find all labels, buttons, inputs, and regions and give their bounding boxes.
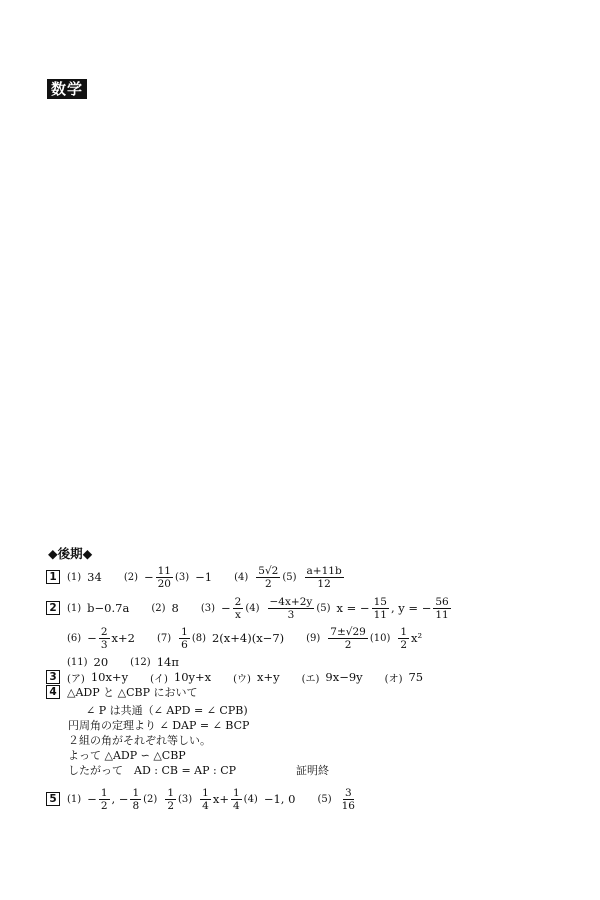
- proof-line: △ADP と △CBP において: [67, 686, 198, 699]
- answer-value: b−0.7a: [87, 601, 130, 615]
- item-number: (6): [67, 632, 82, 644]
- answer-fraction: $\frac{1}{4}$: [202, 786, 209, 812]
- item-number: (4): [245, 602, 260, 614]
- item-number: (ア): [67, 673, 85, 685]
- answer-fraction: $\frac{7\pm√29}{2}$: [330, 625, 366, 651]
- proof-line: 円周角の定理より ∠ DAP = ∠ BCP: [68, 719, 250, 732]
- subject-badge: 数学: [47, 79, 87, 99]
- question-number-box: 1: [46, 570, 60, 584]
- answer-value: 20: [93, 655, 109, 669]
- answer-fraction: $\frac{a+11b}{12}$: [306, 564, 342, 590]
- item-number: (7): [156, 632, 172, 644]
- answer-text: x+: [212, 792, 229, 806]
- proof-line: ∠ P は共通（∠ APD = ∠ CPB): [86, 704, 248, 717]
- answer-fraction: $\frac{2}{3}$: [100, 625, 108, 651]
- item-number: (3): [200, 602, 215, 614]
- item-number: (3): [178, 793, 193, 805]
- question-1-row: [46, 565, 346, 589]
- item-number: (5): [317, 793, 332, 805]
- proof-line: ２組の角がそれぞれ等しい。: [68, 734, 211, 747]
- answer-fraction: $\frac{1}{4}$: [232, 786, 240, 812]
- item-number: (3): [175, 571, 190, 583]
- item-number: (1): [67, 571, 82, 583]
- answer-value: −1: [195, 570, 213, 584]
- answer-fraction: $\frac{15}{11}$: [373, 595, 387, 621]
- proof-line: したがって AD : CB = AP : CP: [68, 764, 237, 777]
- answer-fraction: $\frac{1}{2}$: [400, 625, 408, 651]
- question-number-box: 4: [46, 685, 60, 699]
- item-number: (2): [143, 793, 158, 805]
- item-number: (1): [67, 793, 82, 805]
- answer-text: x+2: [111, 631, 135, 645]
- answer-value: 34: [87, 570, 102, 584]
- item-number: (エ): [301, 673, 320, 685]
- question-2-row-2: [67, 626, 422, 650]
- answer-fraction: $\frac{2}{x}$: [234, 595, 242, 621]
- answer-value: 14π: [156, 655, 179, 669]
- item-number: (5): [282, 571, 297, 583]
- answer-value: 10y+x: [173, 670, 212, 684]
- answer-value: 9x−9y: [325, 670, 363, 684]
- answer-text: , y = −: [390, 601, 432, 615]
- item-number: (9): [306, 632, 321, 644]
- item-number: (2): [123, 571, 138, 583]
- answer-text: x²: [411, 631, 423, 645]
- item-number: (1): [67, 602, 82, 614]
- answer-text: , −: [111, 792, 129, 806]
- item-number: (12): [130, 656, 151, 668]
- answer-value: −1, 0: [263, 792, 296, 806]
- answer-fraction: $\frac{3}{16}$: [341, 786, 355, 812]
- item-number: (5): [316, 602, 331, 614]
- answer-text: x = −: [336, 601, 370, 615]
- question-number-box: 2: [46, 601, 60, 615]
- answer-sign: −: [221, 601, 231, 615]
- item-number: (4): [243, 793, 258, 805]
- answer-fraction: $\frac{11}{20}$: [157, 564, 171, 590]
- answer-fraction: $\frac{5√2}{2}$: [258, 564, 279, 590]
- item-number: (オ): [384, 673, 403, 685]
- item-number: (2): [151, 602, 166, 614]
- answer-fraction: $\frac{-4x+2y}{3}$: [269, 595, 313, 621]
- question-2-row-1: [46, 596, 453, 620]
- proof-end-mark: 証明終: [296, 764, 329, 777]
- answer-sign: −: [143, 570, 154, 584]
- answer-sign: −: [87, 792, 97, 806]
- item-number: (11): [67, 656, 88, 668]
- answer-fraction: $\frac{1}{2}$: [167, 786, 174, 812]
- question-number-box: 3: [46, 670, 60, 684]
- question-number-box: 5: [46, 792, 60, 806]
- answer-fraction: $\frac{1}{6}$: [181, 625, 188, 651]
- question-4-row: [46, 680, 197, 704]
- item-number: (10): [369, 632, 391, 644]
- answer-fraction: $\frac{56}{11}$: [435, 595, 449, 621]
- question-5-row: [46, 787, 359, 811]
- proof-line: よって △ADP ∽ △CBP: [68, 749, 186, 762]
- answer-value: 2(x+4)(x−7): [211, 631, 285, 645]
- item-number: (4): [234, 571, 249, 583]
- answer-value: 75: [408, 670, 424, 684]
- answer-sign: −: [87, 631, 97, 645]
- answer-fraction: $\frac{1}{2}$: [100, 786, 108, 812]
- section-title: ◆後期◆: [48, 546, 93, 561]
- answer-value: 8: [171, 601, 179, 615]
- answer-value: 10x+y: [90, 670, 129, 684]
- item-number: (8): [191, 632, 206, 644]
- answer-fraction: $\frac{1}{8}$: [132, 786, 140, 812]
- item-number: (ウ): [233, 673, 251, 685]
- answer-value: x+y: [256, 670, 280, 684]
- item-number: (イ): [150, 673, 168, 685]
